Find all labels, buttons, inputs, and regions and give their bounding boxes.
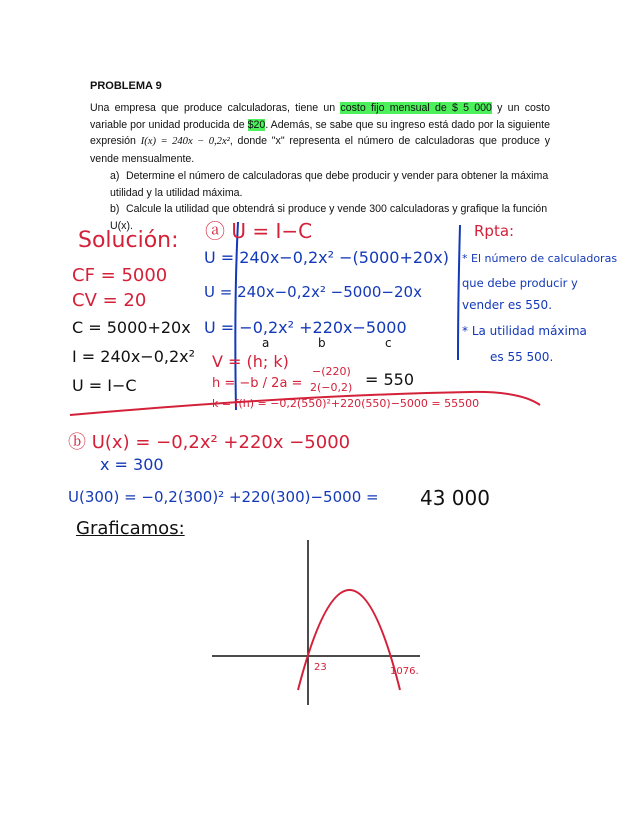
h-fraction-bottom: 2(−0,2) <box>310 381 353 394</box>
utility-step-2: U = 240x−0,2x² −5000−20x <box>204 283 422 301</box>
graficamos-heading: Graficamos: <box>76 518 185 539</box>
problem-statement: Una empresa que produce calculadoras, tiene un costo fijo mensual de $ 5 000 y un costo variable por unidad producida de $20. Además, se sabe que su ingreso está dado por la siguiente expresión I(x) = 240x − 0,2x², donde "x" representa el número de calculadoras que produce y vende mensualmente. <box>90 102 551 165</box>
income-function: I = 240x−0,2x² <box>72 347 196 366</box>
income-expression: I(x) = 240x − 0,2x² <box>140 136 230 147</box>
fixed-cost-note: CF = 5000 <box>72 265 168 286</box>
coef-b-label: b <box>318 336 326 350</box>
vertex-formula: V = (h; k) <box>212 352 289 371</box>
rpta-heading: Rpta: <box>474 222 515 240</box>
part-b-heading: ⓑ U(x) = −0,2x² +220x −5000 <box>68 432 351 453</box>
u300-calculation: U(300) = −0,2(300)² +220(300)−5000 = <box>68 488 379 506</box>
variable-cost-note: CV = 20 <box>72 290 147 311</box>
vertical-divider-right <box>458 225 460 360</box>
utility-step-1: U = 240x−0,2x² −(5000+20x) <box>204 248 449 267</box>
k-calculation: k = f(h) = −0,2(550)²+220(550)−5000 = 55500 <box>212 397 480 410</box>
highlight-fixed-cost: costo fijo mensual de $ 5 000 <box>340 102 492 114</box>
cost-function: C = 5000+20x <box>72 318 191 337</box>
solucion-heading: Solución: <box>78 228 179 253</box>
u300-result: 43 000 <box>420 486 490 510</box>
coef-a-label: a <box>262 336 270 350</box>
item-b: b) Calcule la utilidad que obtendrá si produce y vende 300 calculadoras y grafique la función U(x). <box>110 203 548 232</box>
problem-title: PROBLEMA 9 <box>90 80 162 92</box>
answer-line-5: es 55 500. <box>490 350 554 364</box>
part-a-heading: ⓐ U = I−C <box>205 219 313 243</box>
item-a: a) Determine el número de calculadoras que debe producir y vender para obtener la máxima utilidad y la utilidad máxima. <box>110 170 549 199</box>
answer-line-1: * El número de calculadoras <box>462 252 618 265</box>
answer-line-2: que debe producir y <box>462 276 578 290</box>
graph-root-left: 23 <box>314 662 327 673</box>
highlight-variable-cost: $20 <box>247 118 266 131</box>
h-result: = 550 <box>365 370 415 389</box>
answer-line-3: vender es 550. <box>462 298 553 312</box>
x-value: x = 300 <box>100 455 164 474</box>
coef-c-label: c <box>385 336 392 350</box>
h-fraction-top: −(220) <box>312 365 351 378</box>
graph-root-right: 1076. <box>390 666 419 677</box>
graph-parabola <box>298 590 400 690</box>
h-formula: h = −b / 2a = <box>212 376 303 391</box>
answer-line-4: * La utilidad máxima <box>462 324 587 338</box>
utility-step-3: U = −0,2x² +220x−5000 <box>204 318 407 337</box>
utility-function: U = I−C <box>72 376 137 395</box>
